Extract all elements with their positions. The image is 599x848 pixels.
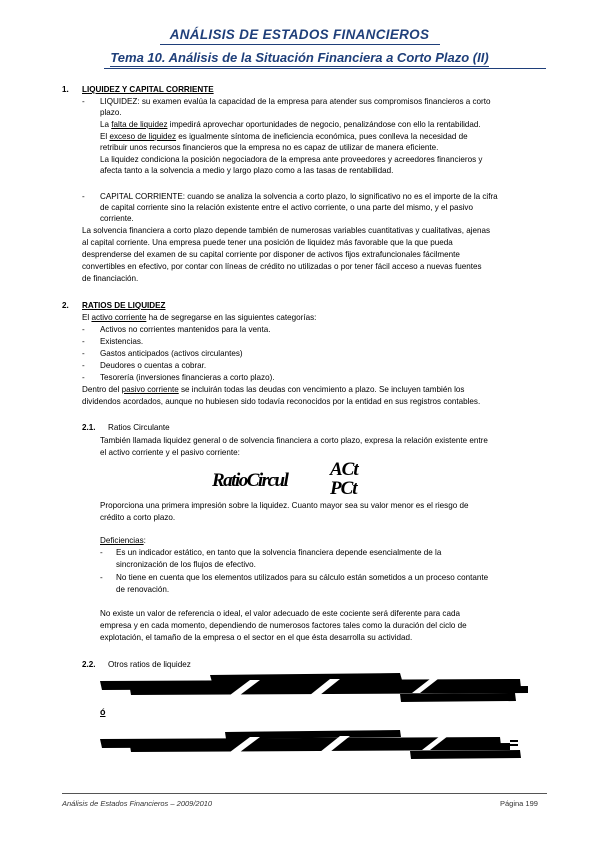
deficiencia-2-line-1: No tiene en cuenta que los elementos utilizados para su cálculo están sometidos a un proceso contante xyxy=(116,573,489,582)
or-connector: ó xyxy=(100,707,106,717)
subsection-2-1-number: 2.1. xyxy=(82,423,96,432)
capital-corriente-line-2: de capital corriente sino la relación existente entre el activo corriente, o una parte del mismo, y el pasivo xyxy=(100,203,473,212)
section-1-number: 1. xyxy=(62,85,69,94)
bullet-dash: - xyxy=(82,349,85,358)
exceso-liquidez-line-2: retribuir unos recursos financieros que la empresa no es capaz de utilizar de manera eficiente. xyxy=(100,143,439,152)
list-item: Deudores o cuentas a cobrar. xyxy=(100,361,207,370)
pasivo-corriente-line-1: Dentro del pasivo corriente se incluirán todas las deudas con vencimiento a plazo. Se incluyen también los xyxy=(82,385,465,394)
solvencia-line-4: convertibles en efectivo, por contar con líneas de crédito no utilizadas o por tener fácil acceso a nuevas fuentes xyxy=(82,262,482,271)
activo-corriente-intro: El activo corriente ha de segregarse en las siguientes categorías: xyxy=(82,313,317,322)
deficiencia-2-line-2: de renovación. xyxy=(116,585,170,594)
capital-corriente-line-1: CAPITAL CORRIENTE: cuando se analiza la solvencia a corto plazo, lo significativo no es el importe de la cifra xyxy=(100,192,498,201)
otros-ratios-formula-2 xyxy=(100,728,530,762)
page-number: Página 199 xyxy=(500,799,538,808)
solvencia-line-1: La solvencia financiera a corto plazo depende también de numerosas variables cuantitativas y cualitativas, ajenas xyxy=(82,226,491,235)
formula-denominator: PCt xyxy=(330,478,357,499)
list-item: Activos no corrientes mantenidos para la venta. xyxy=(100,325,271,334)
ratio-circulante-def-line-1: También llamada liquidez general o de solvencia financiera a corto plazo, expresa la relación existente entre xyxy=(100,436,488,445)
bullet-dash: - xyxy=(82,192,85,201)
pasivo-corriente-line-2: dividendos acordados, aunque no hubiesen sido todavía reconocidos por la entidad en sus registros contables. xyxy=(82,397,481,406)
bullet-dash: - xyxy=(100,573,103,582)
valor-referencia-line-3: explotación, el tamaño de la empresa o el sector en el que ésta desarrolla su actividad. xyxy=(100,633,413,642)
primera-impresion-line-1: Proporciona una primera impresión sobre la liquidez. Cuanto mayor sea su valor menor es el riesgo de xyxy=(100,501,469,510)
falta-liquidez-text: La falta de liquidez impedirá aprovechar oportunidades de negocio, penalizándose con ello la rentabilidad. xyxy=(100,120,481,129)
chapter-title-underline xyxy=(104,68,546,69)
liquidez-line-1: LIQUIDEZ: su examen evalúa la capacidad de la empresa para atender sus compromisos financieros a corto xyxy=(100,97,491,106)
list-item: Gastos anticipados (activos circulantes) xyxy=(100,349,243,358)
liquidez-line-2: plazo. xyxy=(100,108,122,117)
document-title: ANÁLISIS DE ESTADOS FINANCIEROS xyxy=(169,27,430,42)
otros-ratios-formula-1 xyxy=(100,671,530,705)
bullet-dash: - xyxy=(82,361,85,370)
liquidez-condiciona-line-1: La liquidez condiciona la posición negociadora de la empresa ante proveedores y acreedores financieros y xyxy=(100,155,483,164)
bullet-dash: - xyxy=(82,373,85,382)
title-underline xyxy=(160,44,440,45)
valor-referencia-line-2: empresa y en cada momento, dependiendo de numerosos factores tales como la duración del ciclo de xyxy=(100,621,467,630)
chapter-title: Tema 10. Análisis de la Situación Financiera a Corto Plazo (II) xyxy=(110,50,489,65)
exceso-liquidez-line-1: El exceso de liquidez es igualmente síntoma de ineficiencia económica, pues conlleva la necesidad de xyxy=(100,132,468,141)
deficiencias-heading: Deficiencias: xyxy=(100,536,146,545)
list-item: Existencias. xyxy=(100,337,144,346)
deficiencia-1-line-1: Es un indicador estático, en tanto que la solvencia financiera depende esencialmente de la xyxy=(116,548,442,557)
bullet-dash: - xyxy=(82,325,85,334)
list-item: Tesorería (inversiones financieras a corto plazo). xyxy=(100,373,275,382)
solvencia-line-3: desprenderse del examen de su capital corriente por disponer de activos fijos extrafuncionales fácilmente xyxy=(82,250,460,259)
formula-numerator: ACt xyxy=(330,459,358,480)
ratio-circulante-def-line-2: el activo corriente y el pasivo corriente: xyxy=(100,448,240,457)
section-1-title: LIQUIDEZ Y CAPITAL CORRIENTE xyxy=(82,85,214,94)
bullet-dash: - xyxy=(82,97,85,106)
solvencia-line-5: de financiación. xyxy=(82,274,139,283)
liquidez-condiciona-line-2: afecta tanto a la solvencia a medio y largo plazo como a las tasas de rentabilidad. xyxy=(100,166,394,175)
valor-referencia-line-1: No existe un valor de referencia o ideal, el valor adecuado de este cociente será diferente para cada xyxy=(100,609,460,618)
solvencia-line-2: al capital corriente. Una empresa puede tener una posición de liquidez más favorable que la que pueda xyxy=(82,238,453,247)
deficiencia-1-line-2: sincronización de los flujos de efectivo. xyxy=(116,560,256,569)
formula-label: RatioCircul xyxy=(212,470,288,491)
section-2-number: 2. xyxy=(62,301,69,310)
primera-impresion-line-2: crédito a corto plazo. xyxy=(100,513,176,522)
subsection-2-1-title: Ratios Circulante xyxy=(108,423,170,432)
subsection-2-2-title: Otros ratios de liquidez xyxy=(108,660,191,669)
capital-corriente-line-3: corriente. xyxy=(100,214,134,223)
bullet-dash: - xyxy=(82,337,85,346)
section-2-title: RATIOS DE LIQUIDEZ xyxy=(82,301,166,310)
bullet-dash: - xyxy=(100,548,103,557)
footer-left: Análisis de Estados Financieros – 2009/2010 xyxy=(62,799,213,808)
footer-rule xyxy=(62,793,547,794)
subsection-2-2-number: 2.2. xyxy=(82,660,96,669)
